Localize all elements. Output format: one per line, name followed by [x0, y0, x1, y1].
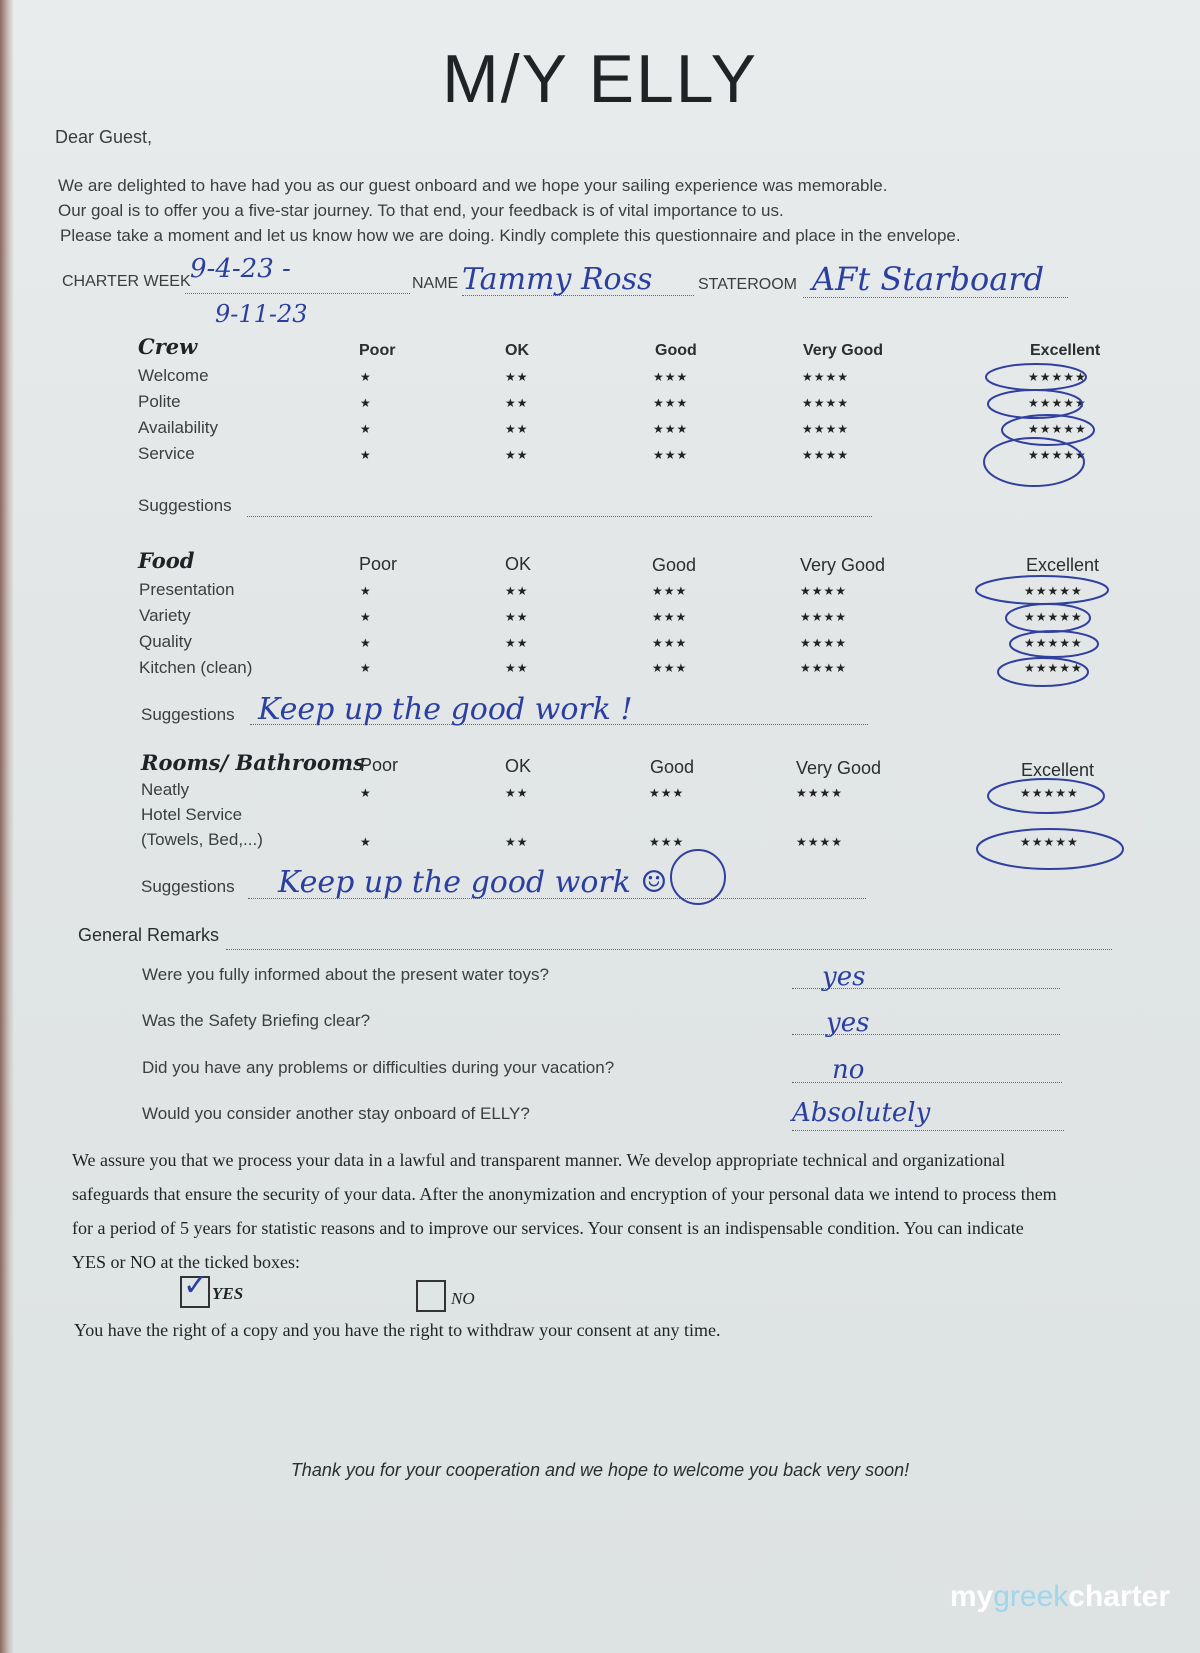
crew-row-4-good-stars[interactable]: ★★★ — [653, 448, 689, 462]
name-value[interactable]: Tammy Ross — [462, 262, 653, 297]
food-row-1-poor-stars[interactable]: ★ — [360, 584, 372, 598]
crew-row-4-very-good-stars[interactable]: ★★★★ — [802, 448, 850, 462]
food-suggestion-text[interactable]: Keep up the good work ! — [258, 692, 633, 727]
intro-line-3: Please take a moment and let us know how we are doing. Kindly complete this questionnaire and place in the envelope. — [60, 226, 961, 245]
food-header-excellent: Excellent — [1026, 555, 1100, 575]
food-header-very-good: Very Good — [800, 555, 886, 575]
intro-line-1: We are delighted to have had you as our guest onboard and we hope your sailing experience was memorable. — [58, 176, 888, 195]
question-safety-briefing: Was the Safety Briefing clear? — [142, 1011, 371, 1030]
crew-row-1-poor-stars[interactable]: ★ — [360, 370, 372, 384]
crew-row-2-good-stars[interactable]: ★★★ — [653, 396, 689, 410]
crew-row-4-excellent-stars[interactable]: ★★★★★ — [1028, 448, 1087, 462]
consent-line-4: YES or NO at the ticked boxes: — [72, 1252, 300, 1272]
food-suggestions-label: Suggestions — [141, 705, 235, 724]
stateroom-value[interactable]: AFt Starboard — [812, 260, 1045, 298]
charter-week-value-2[interactable]: 9-11-23 — [215, 300, 308, 328]
rooms-row-2-good-stars[interactable]: ★★★ — [649, 835, 685, 849]
crew-header-very-good: Very Good — [803, 342, 884, 359]
rooms-hotel-service-circle — [977, 829, 1123, 869]
food-row-1-ok-stars[interactable]: ★★ — [505, 584, 529, 598]
food-row-3-excellent-stars[interactable]: ★★★★★ — [1024, 636, 1083, 650]
crew-row-4-ok-stars[interactable]: ★★ — [505, 448, 529, 462]
food-row-2-very-good-stars[interactable]: ★★★★ — [800, 610, 848, 624]
answer-problems[interactable]: no — [832, 1055, 865, 1085]
crew-welcome-circle — [986, 364, 1086, 390]
rooms-header-excellent: Excellent — [1021, 760, 1095, 780]
food-row-3-very-good-stars[interactable]: ★★★★ — [800, 636, 848, 650]
charter-week-value-1[interactable]: 9-4-23 - — [190, 254, 291, 284]
stateroom-label: STATEROOM — [698, 276, 797, 293]
answer-water-toys[interactable]: yes — [822, 962, 866, 992]
rooms-suggestion-text[interactable]: Keep up the good work ☺ — [278, 865, 668, 900]
food-row-2-excellent-stars[interactable]: ★★★★★ — [1024, 610, 1083, 624]
crew-section-title: Crew — [138, 334, 198, 359]
crew-item-welcome: Welcome — [138, 366, 209, 385]
rooms-row-1-very-good-stars[interactable]: ★★★★ — [796, 786, 844, 800]
food-row-2-poor-stars[interactable]: ★ — [360, 610, 372, 624]
rooms-header-very-good: Very Good — [796, 758, 882, 778]
rooms-row-2-ok-stars[interactable]: ★★ — [505, 835, 529, 849]
rooms-section-title: Rooms/ Bathrooms — [141, 750, 365, 775]
crew-row-2-very-good-stars[interactable]: ★★★★ — [802, 396, 850, 410]
rooms-item-neatly: Neatly — [141, 780, 190, 799]
rooms-row-1-excellent-stars[interactable]: ★★★★★ — [1020, 786, 1079, 800]
smiley-face-icon — [671, 850, 725, 904]
rooms-header-poor: Poor — [360, 755, 399, 775]
crew-row-1-very-good-stars[interactable]: ★★★★ — [802, 370, 850, 384]
food-row-4-poor-stars[interactable]: ★ — [360, 661, 372, 675]
consent-rights: You have the right of a copy and you have the right to withdraw your consent at any time. — [74, 1320, 721, 1340]
food-row-2-ok-stars[interactable]: ★★ — [505, 610, 529, 624]
consent-no-label: NO — [451, 1289, 475, 1308]
general-remarks-label: General Remarks — [78, 925, 220, 945]
charter-week-label: CHARTER WEEK — [62, 273, 191, 290]
rooms-row-1-ok-stars[interactable]: ★★ — [505, 786, 529, 800]
food-row-4-good-stars[interactable]: ★★★ — [652, 661, 688, 675]
food-row-3-poor-stars[interactable]: ★ — [360, 636, 372, 650]
crew-suggestions-label: Suggestions — [138, 496, 232, 515]
intro-line-2: Our goal is to offer you a five-star journey. To that end, your feedback is of vital importance to us. — [58, 201, 784, 220]
rooms-neatly-circle — [988, 779, 1104, 813]
food-header-good: Good — [652, 555, 697, 575]
crew-row-1-ok-stars[interactable]: ★★ — [505, 370, 529, 384]
crew-item-availability: Availability — [138, 418, 219, 437]
rooms-row-1-good-stars[interactable]: ★★★ — [649, 786, 685, 800]
rooms-row-2-excellent-stars[interactable]: ★★★★★ — [1020, 835, 1079, 849]
logo-part-charter: charter — [1068, 1580, 1170, 1613]
checkmark-icon: ✓ — [183, 1269, 209, 1302]
crew-item-service: Service — [138, 444, 195, 463]
rooms-row-2-very-good-stars[interactable]: ★★★★ — [796, 835, 844, 849]
answer-another-stay[interactable]: Absolutely — [792, 1098, 931, 1128]
consent-yes-label: YES — [212, 1284, 244, 1303]
food-item-kitchen: Kitchen (clean) — [139, 658, 253, 677]
food-row-3-good-stars[interactable]: ★★★ — [652, 636, 688, 650]
consent-line-3: for a period of 5 years for statistic reasons and to improve our services. Your consent is an indispensable condition. You can indicate — [72, 1218, 1024, 1238]
consent-line-1: We assure you that we process your data in a lawful and transparent manner. We develop appropriate technical and organizational — [72, 1150, 1006, 1170]
thank-you-message: Thank you for your cooperation and we hope to welcome you back very soon! — [290, 1460, 910, 1480]
crew-header-good: Good — [655, 342, 697, 359]
crew-row-3-excellent-stars[interactable]: ★★★★★ — [1028, 422, 1087, 436]
name-label: NAME — [412, 275, 459, 292]
food-row-4-very-good-stars[interactable]: ★★★★ — [800, 661, 848, 675]
food-row-4-ok-stars[interactable]: ★★ — [505, 661, 529, 675]
crew-row-1-good-stars[interactable]: ★★★ — [653, 370, 689, 384]
crew-row-2-poor-stars[interactable]: ★ — [360, 396, 372, 410]
answer-safety-briefing[interactable]: yes — [826, 1008, 870, 1038]
food-kitchen-circle — [998, 658, 1088, 686]
rooms-row-2-poor-stars[interactable]: ★ — [360, 835, 372, 849]
logo-part-greek: greek — [993, 1580, 1069, 1613]
food-row-1-very-good-stars[interactable]: ★★★★ — [800, 584, 848, 598]
food-header-ok: OK — [505, 554, 532, 574]
crew-row-3-ok-stars[interactable]: ★★ — [505, 422, 529, 436]
food-presentation-circle — [976, 576, 1108, 604]
food-variety-circle — [1006, 604, 1090, 632]
food-item-presentation: Presentation — [139, 580, 235, 599]
crew-polite-circle — [988, 390, 1082, 418]
crew-row-3-poor-stars[interactable]: ★ — [360, 422, 372, 436]
question-another-stay: Would you consider another stay onboard of ELLY? — [142, 1104, 530, 1123]
crew-item-polite: Polite — [138, 392, 181, 411]
page-title: M/Y ELLY — [442, 41, 758, 117]
rooms-item-towels: (Towels, Bed,...) — [141, 830, 263, 849]
food-row-1-good-stars[interactable]: ★★★ — [652, 584, 688, 598]
greeting: Dear Guest, — [55, 127, 153, 147]
question-problems: Did you have any problems or difficulties during your vacation? — [142, 1058, 615, 1077]
crew-row-4-poor-stars[interactable]: ★ — [360, 448, 372, 462]
crew-header-excellent: Excellent — [1030, 342, 1101, 359]
crew-row-3-very-good-stars[interactable]: ★★★★ — [802, 422, 850, 436]
crew-row-1-excellent-stars[interactable]: ★★★★★ — [1028, 370, 1087, 384]
food-quality-circle — [1010, 631, 1098, 657]
crew-row-3-good-stars[interactable]: ★★★ — [653, 422, 689, 436]
rooms-header-ok: OK — [505, 756, 532, 776]
food-row-2-good-stars[interactable]: ★★★ — [652, 610, 688, 624]
logo-part-my: my — [949, 1580, 994, 1613]
rooms-row-1-poor-stars[interactable]: ★ — [360, 786, 372, 800]
rooms-header-good: Good — [650, 757, 695, 777]
food-row-1-excellent-stars[interactable]: ★★★★★ — [1024, 584, 1083, 598]
question-water-toys: Were you fully informed about the present water toys? — [142, 965, 549, 984]
crew-row-2-ok-stars[interactable]: ★★ — [505, 396, 529, 410]
consent-line-2: safeguards that ensure the security of your data. After the anonymization and encryption of your personal data we intend to process them — [72, 1184, 1057, 1204]
crew-row-2-excellent-stars[interactable]: ★★★★★ — [1028, 396, 1087, 410]
food-header-poor: Poor — [359, 554, 398, 574]
food-item-variety: Variety — [139, 606, 191, 625]
food-row-3-ok-stars[interactable]: ★★ — [505, 636, 529, 650]
rooms-item-hotel-service: Hotel Service — [141, 805, 243, 824]
crew-header-poor: Poor — [359, 342, 396, 359]
crew-header-ok: OK — [505, 342, 529, 359]
food-item-quality: Quality — [139, 632, 192, 651]
food-section-title: Food — [138, 548, 195, 573]
rooms-suggestions-label: Suggestions — [141, 877, 235, 896]
food-row-4-excellent-stars[interactable]: ★★★★★ — [1024, 661, 1083, 675]
